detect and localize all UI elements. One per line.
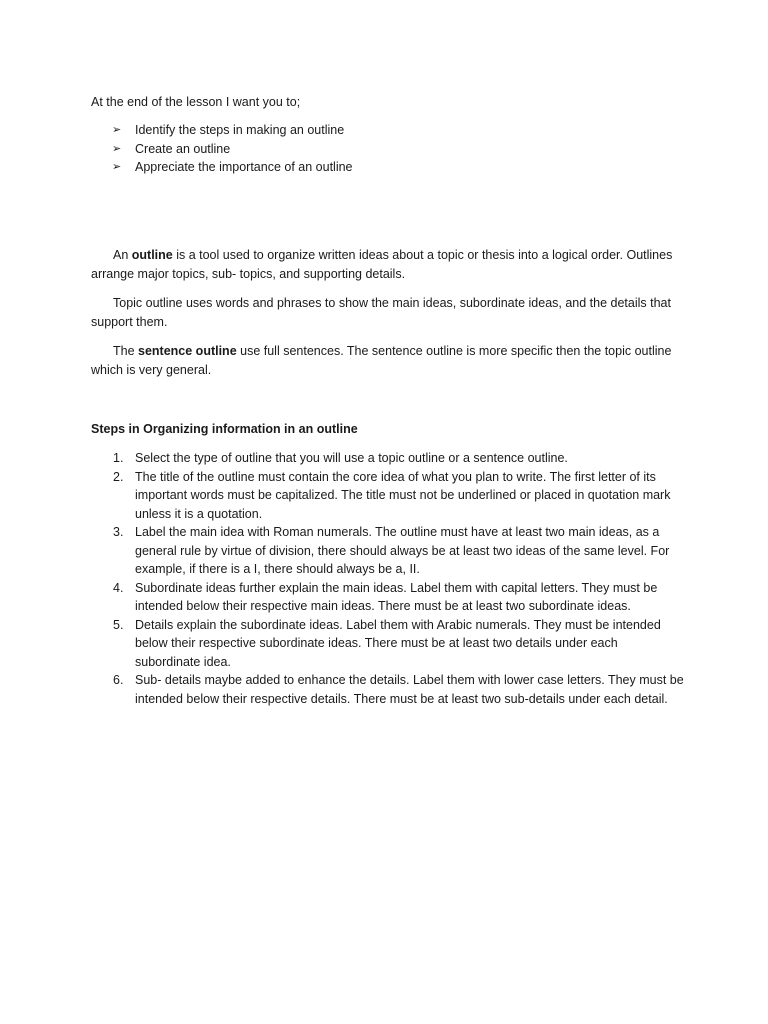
sentence-outline-term: sentence outline	[138, 344, 237, 358]
objective-item	[91, 121, 686, 140]
step-number: 5.	[113, 617, 124, 632]
step-text: Subordinate ideas further explain the main ideas. Label them with capital letters. They must be intended below their respective main ideas. There must be at least two subordinate ideas.	[135, 580, 658, 613]
outline-definition-pre: An	[113, 248, 132, 262]
objective-text: Appreciate the importance of an outline	[135, 160, 353, 174]
step-text: The title of the outline must contain the core idea of what you plan to write. The first letter of its important words must be capitalized. The title must not be underlined or placed in quotation mark unless it is a quotation.	[135, 469, 671, 521]
step-item	[91, 671, 686, 708]
step-text: Sub- details maybe added to enhance the details. Label them with lower case letters. They must be intended below their respective details. There must be at least two sub-details under each detail.	[135, 673, 684, 706]
step-item	[91, 523, 686, 579]
step-text: Label the main idea with Roman numerals. The outline must have at least two main ideas, as a general rule by virtue of division, there should always be at least two ideas of the same level. For example, if there is a I, there should always be a, II.	[135, 525, 670, 576]
step-text: Details explain the subordinate ideas. Label them with Arabic numerals. They must be intended below their respective subordinate ideas. There must be at least two details under each subordinate idea.	[135, 617, 661, 669]
step-item	[91, 449, 686, 468]
step-item	[91, 616, 686, 672]
topic-outline-paragraph: Topic outline uses words and phrases to show the main ideas, subordinate ideas, and the details that support them.	[91, 296, 671, 329]
step-number: 4.	[113, 580, 124, 595]
steps-list	[91, 449, 686, 708]
arrowhead-bullet-icon: ➢	[112, 124, 122, 136]
steps-heading	[91, 420, 686, 439]
step-number: 6.	[113, 673, 124, 687]
sentence-outline-pre: The	[113, 344, 139, 358]
sentence-outline-paragraph	[91, 342, 686, 379]
outline-definition-post: is a tool used to organize written ideas about a topic or thesis into a logical order. Outlines arrange major topics, sub- topics, and supporting details.	[91, 248, 673, 281]
step-item	[91, 579, 686, 616]
step-number: 2.	[113, 469, 124, 484]
arrowhead-bullet-icon: ➢	[112, 161, 122, 173]
sentence-outline-post: use full sentences. The sentence outline is more specific then the topic outline which is very general.	[91, 344, 672, 377]
objectives-heading: At the end of the lesson I want you to;	[91, 95, 301, 109]
arrowhead-bullet-icon: ➢	[112, 142, 122, 155]
step-number: 3.	[113, 525, 124, 539]
step-number: 1.	[113, 451, 124, 465]
step-text: Select the type of outline that you will use a topic outline or a sentence outline.	[135, 451, 568, 465]
step-item	[91, 468, 686, 524]
outline-definition-paragraph	[91, 246, 686, 283]
objective-item	[91, 158, 686, 177]
objective-item	[91, 140, 686, 159]
objective-text: Identify the steps in making an outline	[135, 123, 345, 137]
outline-term: outline	[131, 248, 173, 262]
objective-text: Create an outline	[135, 141, 231, 156]
steps-heading-text: Steps in Organizing information in an outline	[91, 422, 358, 436]
objectives-list	[91, 121, 686, 177]
